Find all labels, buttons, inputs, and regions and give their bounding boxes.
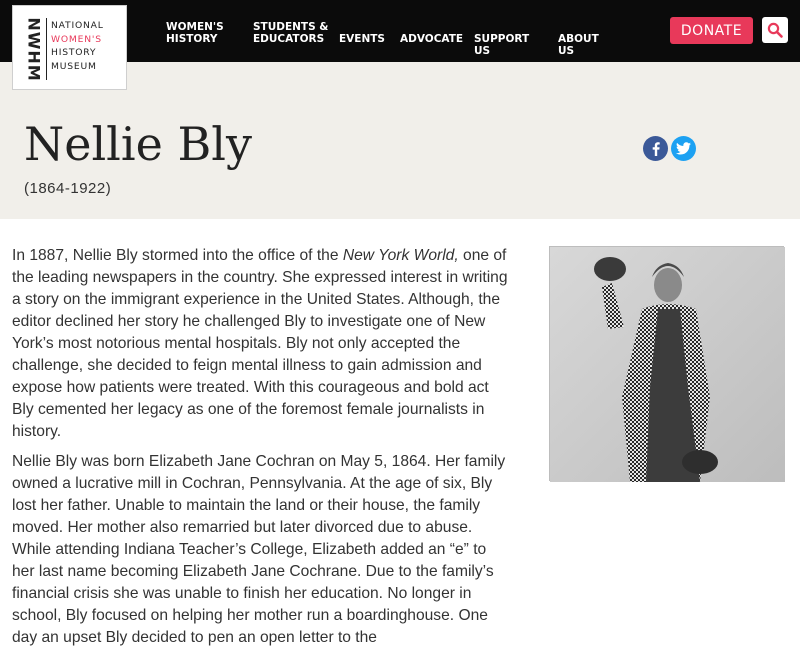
nellie-bly-portrait [549,246,784,481]
nav-advocate[interactable]: ADVOCATE [400,33,464,45]
logo-divider [46,18,47,80]
search-icon [767,22,783,38]
nav-about-us[interactable]: ABOUT US [558,33,599,57]
article-body [12,245,512,657]
page-title: Nellie Bly [24,117,252,171]
nav-students-educators[interactable]: STUDENTS & EDUCATORS [253,21,329,45]
portrait-image [550,247,785,482]
facebook-icon [649,142,663,156]
lifespan-dates: (1864-1922) [24,180,112,197]
twitter-icon [676,142,691,155]
logo-monogram: NWHM [24,16,44,82]
share-twitter-button[interactable] [671,136,696,161]
donate-button[interactable]: DONATE [670,17,753,44]
search-button[interactable] [762,17,788,43]
logo-wordmark: NATIONAL WOMEN'S HISTORY MUSEUM [51,20,104,72]
article-paragraph: Nellie Bly was born Elizabeth Jane Cochran on May 5, 1864. Her family owned a lucrative mill in Cochran, Pennsylvania. At the age of six, Bly lost her father. Unable to maintain the land or their house, the family moved. Her mother also remarried but later divorced due to abuse. While attending Indiana Teacher’s College, Elizabeth added an “e” to her last name becoming Elizabeth Jane Cochrane. Due to the family’s financial crisis she was unable to finish her education. No longer in school, Bly focused on helping her mother run a boardinghouse. One day an upset Bly decided to pen an open letter to the [12,453,506,646]
nav-events[interactable]: EVENTS [339,33,385,45]
share-facebook-button[interactable] [643,136,668,161]
publication-name: New York World, [342,247,459,264]
article-paragraph: In 1887, Nellie Bly stormed into the office of the New York World, one of the leading newspapers in the country. She expressed interest in writing a story on the immigrant experience in the United States. Although, the editor declined her story he challenged Bly to investigate one of New York’s most notorious mental hospitals. Bly not only accepted the challenge, she decided to feign mental illness to gain admission and expose how patients were treated. With this courageous and bold act Bly cemented her legacy as one of the foremost female journalists in history. [12,247,508,440]
nav-support-us[interactable]: SUPPORT US [474,33,530,57]
nav-womens-history[interactable]: WOMEN'S HISTORY [166,21,224,45]
museum-logo[interactable] [12,5,127,90]
